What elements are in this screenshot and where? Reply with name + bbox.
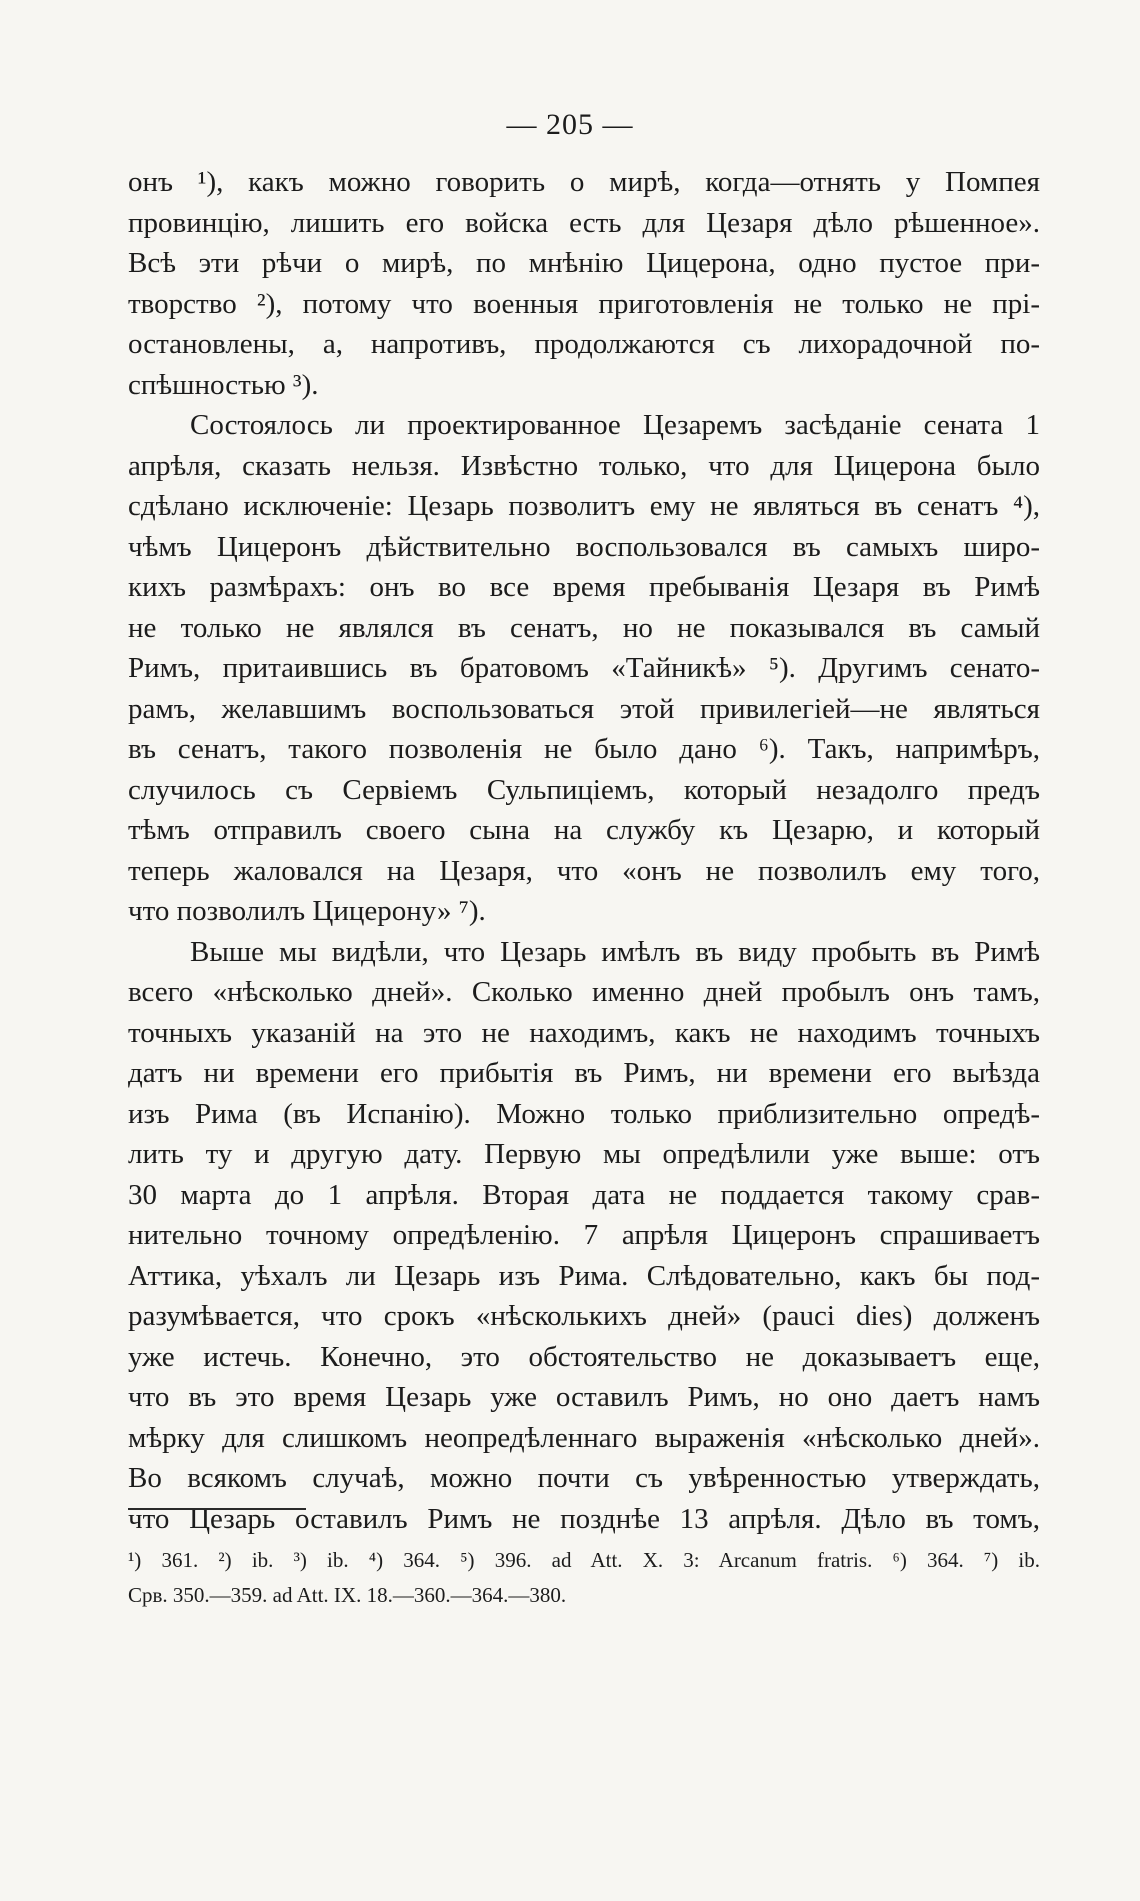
text-line: Римъ, притаившись въ братовомъ «Тайникѣ» ⁵). Другимъ сенато- (128, 652, 1040, 684)
text-line: не только не являлся въ сенатъ, но не показывался въ самый (128, 611, 1040, 644)
text-line: Выше мы видѣли, что Цезарь имѣлъ въ виду пробыть въ Римѣ (190, 935, 1040, 968)
footnote-line: ¹) 361. ²) ib. ³) ib. ⁴) 364. ⁵) 396. ad Att. X. 3: Arcanum fratris. ⁶) 364. ⁷) ib. (128, 1548, 1040, 1572)
text-line: 30 марта до 1 апрѣля. Вторая дата не поддается такому срав- (128, 1178, 1040, 1211)
text-line: тѣмъ отправилъ своего сына на службу къ Цезарю, и который (128, 814, 1040, 846)
text-line: мѣрку для слишкомъ неопредѣленнаго выраженія «нѣсколько дней». (128, 1421, 1040, 1454)
text-line: въ сенатъ, такого позволенія не было дано ⁶). Такъ, напримѣръ, (128, 733, 1040, 765)
text-line: уже истечь. Конечно, это обстоятельство не доказываетъ еще, (128, 1340, 1040, 1373)
text-line: провинцію, лишить его войска есть для Цезаря дѣло рѣшенное». (128, 206, 1040, 239)
text-line: чѣмъ Цицеронъ дѣйствительно воспользовался въ самыхъ широ- (128, 530, 1040, 563)
text-line: Во всякомъ случаѣ, можно почти съ увѣренностью утверждать, (128, 1462, 1040, 1494)
body-text (128, 162, 1040, 1539)
text-line: творство ²), потому что военныя приготовленія не только не прі- (128, 287, 1040, 320)
text-line: рамъ, желавшимъ воспользоваться этой привилегіей—не являться (128, 692, 1040, 725)
text-line: кихъ размѣрахъ: онъ во все время пребыванія Цезаря въ Римѣ (128, 571, 1040, 603)
text-line: онъ ¹), какъ можно говорить о мирѣ, когда—отнять у Помпея (128, 166, 1040, 198)
text-line: датъ ни времени его прибытія въ Римъ, ни времени его выѣзда (128, 1057, 1040, 1089)
paragraph-2 (128, 405, 1040, 932)
text-line: нительно точному опредѣленію. 7 апрѣля Цицеронъ спрашиваетъ (128, 1219, 1040, 1251)
text-line: что Цезарь оставилъ Римъ не позднѣе 13 апрѣля. Дѣло въ томъ, (128, 1502, 1040, 1535)
text-line: что въ это время Цезарь уже оставилъ Римъ, но оно даетъ намъ (128, 1381, 1040, 1413)
text-line: разумѣвается, что срокъ «нѣсколькихъ дней» (pauci dies) долженъ (128, 1300, 1040, 1332)
paragraph-1 (128, 162, 1040, 405)
text-line: лить ту и другую дату. Первую мы опредѣлили уже выше: отъ (128, 1138, 1040, 1170)
footnote-line: Срв. 350.—359. ad Att. IX. 18.—360.—364.—380. (128, 1583, 567, 1607)
text-line: Всѣ эти рѣчи о мирѣ, по мнѣнію Цицерона, одно пустое при- (128, 247, 1040, 279)
footnote-divider (128, 1508, 306, 1510)
text-line: всего «нѣсколько дней». Сколько именно дней пробылъ онъ тамъ, (128, 976, 1040, 1008)
page-number: — 205 — (506, 108, 634, 141)
text-line: изъ Рима (въ Испанію). Можно только приблизительно опредѣ- (128, 1097, 1040, 1130)
text-line: апрѣля, сказать нельзя. Извѣстно только, что для Цицерона было (128, 449, 1040, 482)
text-line: Состоялось ли проектированное Цезаремъ засѣданіе сената 1 (190, 409, 1040, 441)
text-line: теперь жаловался на Цезаря, что «онъ не позволилъ ему того, (128, 854, 1040, 887)
text-line: случилось съ Сервіемъ Сульпиціемъ, который незадолго предъ (128, 773, 1040, 806)
paragraph-3 (128, 932, 1040, 1540)
text-line: Аттика, уѣхалъ ли Цезарь изъ Рима. Слѣдовательно, какъ бы под- (128, 1259, 1040, 1292)
text-line: точныхъ указаній на это не находимъ, какъ не находимъ точныхъ (128, 1016, 1040, 1049)
text-line: что позволилъ Цицерону» ⁷). (128, 895, 486, 927)
footnotes (128, 1543, 1040, 1613)
text-line: остановлены, а, напротивъ, продолжаются съ лихорадочной по- (128, 328, 1040, 360)
text-line: сдѣлано исключеніе: Цезарь позволитъ ему не являться въ сенатъ ⁴), (128, 490, 1040, 522)
text-line: спѣшностью ³). (128, 368, 319, 401)
